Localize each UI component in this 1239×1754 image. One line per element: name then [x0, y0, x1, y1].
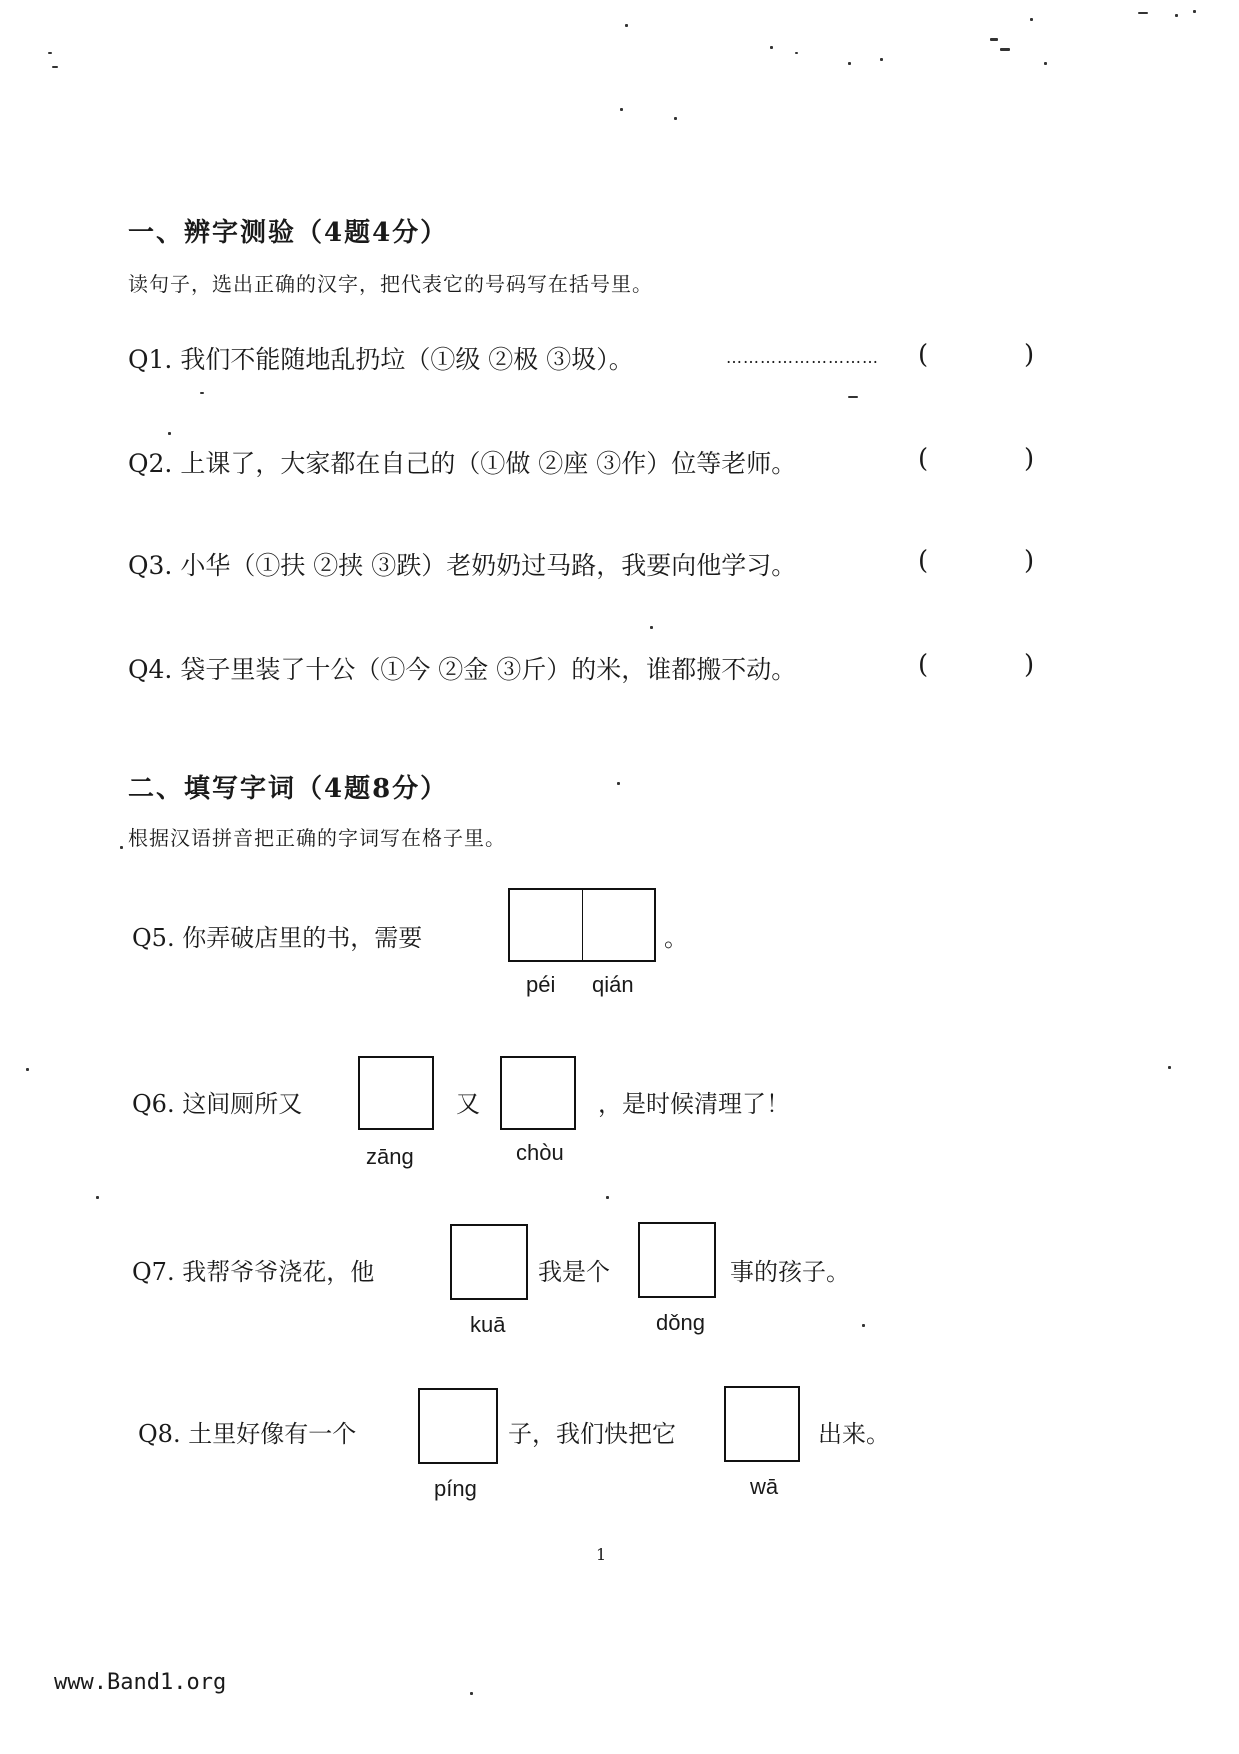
scan-speck: [990, 38, 998, 41]
scan-speck: [620, 108, 623, 111]
question-text: 土里好像有一个: [188, 1420, 357, 1448]
scan-speck: [26, 1068, 29, 1071]
question-q2: [128, 444, 796, 480]
question-label: Q4.: [128, 655, 173, 684]
scan-speck: [848, 396, 858, 398]
scan-speck: [606, 1196, 609, 1199]
question-label: Q3.: [128, 551, 173, 580]
answer-box[interactable]: [450, 1224, 528, 1300]
answer-paren-close[interactable]: ): [1024, 546, 1035, 576]
pinyin-label: wā: [750, 1474, 779, 1499]
question-q7-after: 事的孩子。: [730, 1258, 850, 1286]
scan-speck: [848, 62, 851, 65]
question-text: 袋子里装了十公（①今 ②金 ③斤）的米，谁都搬不动。: [180, 655, 797, 684]
scan-speck: [617, 782, 620, 785]
question-text: 上课了，大家都在自己的（①做 ②座 ③作）位等老师。: [180, 449, 797, 478]
question-q7-middle: 我是个: [538, 1258, 610, 1286]
website-link[interactable]: www.Band1.org: [54, 1670, 227, 1695]
scan-speck: [770, 46, 773, 49]
question-q6-before: [132, 1084, 302, 1119]
question-text: 这间厕所又: [182, 1090, 303, 1118]
answer-paren-open[interactable]: (: [918, 546, 929, 576]
answer-paren-open[interactable]: (: [918, 650, 929, 680]
section1-instruction: 读句子，选出正确的汉字，把代表它的号码写在括号里。: [128, 272, 653, 296]
answer-box[interactable]: [358, 1056, 434, 1130]
answer-box[interactable]: [418, 1388, 498, 1464]
scan-speck: [200, 392, 204, 394]
question-q6-middle: 又: [456, 1090, 480, 1118]
section2-instruction: 根据汉语拼音把正确的字词写在格子里。: [128, 826, 506, 850]
answer-paren-close[interactable]: ): [1024, 650, 1035, 680]
scan-speck: [795, 52, 798, 54]
question-text: 我们不能随地乱扔垃（①级 ②极 ③圾）。: [180, 345, 634, 374]
answer-paren-open[interactable]: (: [918, 444, 929, 474]
section2-title: 二、填写字词（4题8分）: [128, 774, 449, 804]
scan-speck: [1168, 1066, 1171, 1069]
scan-speck: [625, 24, 628, 27]
scan-speck: [96, 1196, 99, 1199]
scan-speck: [1030, 18, 1033, 21]
question-q1: [128, 340, 634, 376]
question-label: Q7.: [132, 1258, 175, 1286]
scan-speck: [1175, 14, 1178, 17]
question-q8-after: 出来。: [818, 1420, 890, 1448]
pinyin-label: píng: [434, 1476, 477, 1501]
scan-speck: [862, 1324, 865, 1327]
scan-speck: [1193, 10, 1196, 13]
question-q7-before: [132, 1252, 374, 1287]
question-q8-middle: 子，我们快把它: [508, 1420, 676, 1448]
question-q6-after: ，是时候清理了！: [598, 1090, 790, 1118]
question-text: 小华（①扶 ②挟 ③跌）老奶奶过马路，我要向他学习。: [180, 551, 797, 580]
pinyin-label: péi: [526, 972, 556, 997]
question-label: Q1.: [128, 345, 173, 374]
question-q5-before: [132, 918, 422, 953]
scan-speck: [1044, 62, 1047, 65]
scan-speck: [470, 1692, 473, 1695]
question-text: 你弄破店里的书，需要: [182, 924, 423, 952]
answer-paren-open[interactable]: (: [918, 340, 929, 370]
question-label: Q2.: [128, 449, 173, 478]
answer-box[interactable]: [724, 1386, 800, 1462]
scan-speck: [52, 66, 58, 68]
pinyin-label: zāng: [366, 1144, 414, 1169]
answer-paren-close[interactable]: ): [1024, 340, 1035, 370]
pinyin-label: chòu: [516, 1140, 564, 1165]
scan-speck: [1000, 48, 1010, 51]
question-label: Q5.: [132, 924, 175, 952]
box-divider: [582, 890, 583, 960]
question-text: 我帮爷爷浇花，他: [182, 1258, 375, 1286]
pinyin-label: dǒng: [656, 1310, 705, 1335]
scan-speck: [650, 626, 653, 629]
answer-box-double[interactable]: [508, 888, 656, 962]
scan-speck: [120, 846, 123, 849]
question-q3: [128, 546, 796, 582]
answer-paren-close[interactable]: ): [1024, 444, 1035, 474]
leader-dots: ………………………: [726, 348, 879, 367]
page-number: 1: [596, 1545, 607, 1564]
section1-title: 一、辨字测验（4题4分）: [128, 218, 449, 248]
question-q5-after: 。: [664, 924, 688, 952]
scan-speck: [1138, 12, 1148, 14]
question-q4: [128, 650, 796, 686]
scan-speck: [48, 52, 52, 54]
question-label: Q8.: [138, 1420, 181, 1448]
question-q8-before: [138, 1414, 356, 1449]
scan-speck: [880, 58, 883, 61]
pinyin-label: qián: [592, 972, 634, 997]
scan-speck: [168, 432, 171, 435]
pinyin-label: kuā: [470, 1312, 506, 1337]
answer-box[interactable]: [500, 1056, 576, 1130]
question-label: Q6.: [132, 1090, 175, 1118]
answer-box[interactable]: [638, 1222, 716, 1298]
scan-speck: [674, 117, 677, 120]
